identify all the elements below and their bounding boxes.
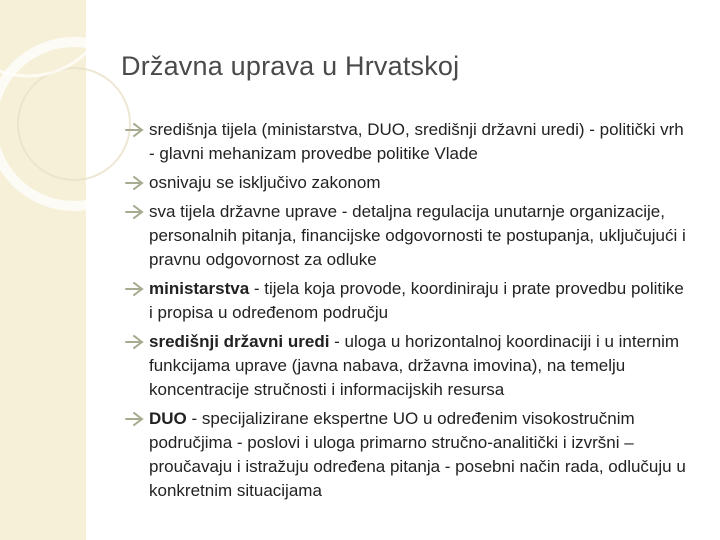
leaf-bullet-icon <box>125 282 144 296</box>
leaf-bullet-icon <box>125 176 144 190</box>
bullet-text: osnivaju se isključivo zakonom <box>149 173 381 192</box>
slide-content <box>122 118 692 503</box>
bullet-text: - specijalizirane ekspertne UO u određenim visokostručnim područjima - poslovi i uloga primarno stručno-analitički i izvršni – proučavaju i istražuju određena pitanja - posebni način rada, odlučuju u konkretnim situacijama <box>149 409 686 500</box>
leaf-bullet-icon <box>125 335 144 349</box>
slide-title: Državna uprava u Hrvatskoj <box>121 51 460 81</box>
bullet-item <box>122 407 692 503</box>
bullet-item <box>122 171 692 195</box>
bullet-text: - uloga u horizontalnoj koordinaciji i u internim funkcijama uprave (javna nabava, državna imovina), na temelju koncentracije stručnosti i informacijskih resursa <box>149 332 680 399</box>
bullet-list <box>122 118 692 503</box>
bullet-term: DUO <box>149 409 187 428</box>
leaf-bullet-icon <box>125 205 144 219</box>
bullet-item <box>122 200 692 272</box>
bullet-term: središnji državni uredi <box>149 332 330 351</box>
bullet-text: sva tijela državne uprave - detaljna regulacija unutarnje organizacije, personalnih pitanja, financijske odgovornosti te postupanja, uključujući i pravnu odgovornost za odluke <box>149 202 686 269</box>
bullet-text: - tijela koja provode, koordiniraju i prate provedbu politike i propisa u određenom području <box>149 279 684 322</box>
leaf-bullet-icon <box>125 123 144 137</box>
bullet-term: ministarstva <box>149 279 250 298</box>
bullet-item <box>122 330 692 402</box>
leaf-bullet-icon <box>125 412 144 426</box>
bullet-text: središnja tijela (ministarstva, DUO, središnji državni uredi) - politički vrh - glavni mehanizam provedbe politike Vlade <box>149 120 684 163</box>
bullet-item <box>122 118 692 166</box>
bullet-item <box>122 277 692 325</box>
